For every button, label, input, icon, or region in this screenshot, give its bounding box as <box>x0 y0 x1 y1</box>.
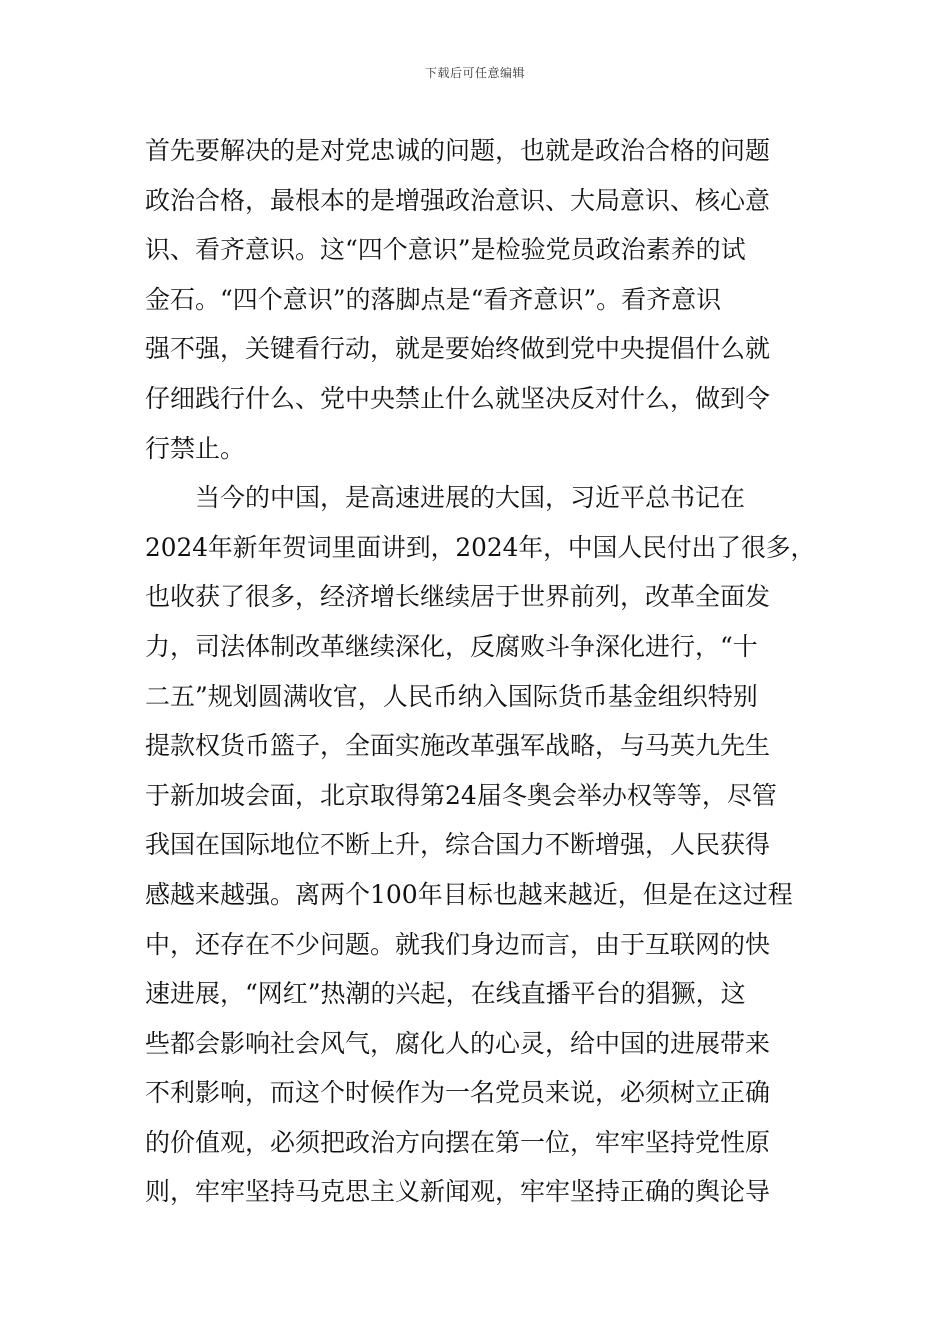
document-body <box>145 126 816 1217</box>
text-line: 强不强，关键看行动，就是要始终做到党中央提倡什么就 <box>145 334 771 364</box>
text-line: 不利影响，而这个时候作为一名党员来说，必须树立正确 <box>145 1078 771 1108</box>
text-line: 的价值观，必须把政治方向摆在第一位，牢牢坚持党性原 <box>145 1127 771 1157</box>
text-line: 二五”规划圆满收官，人民币纳入国际货币基金组织特别 <box>145 681 758 711</box>
text-line: 提款权货币篮子，全面实施改革强军战略，与马英九先生 <box>145 731 771 761</box>
text-line: 政治合格，最根本的是增强政治意识、大局意识、核心意 <box>145 185 771 215</box>
text-line: 我国在国际地位不断上升，综合国力不断增强，人民获得 <box>145 830 771 860</box>
text-line: 感越来越强。离两个100年目标也越来越近，但是在这过程 <box>145 879 793 909</box>
text-line: 中，还存在不少问题。就我们身边而言，由于互联网的快 <box>145 929 771 959</box>
text-line: 也收获了很多，经济增长继续居于世界前列，改革全面发 <box>145 582 771 612</box>
page-header-note: 下载后可任意编辑 <box>424 66 525 80</box>
text-line: 当今的中国，是高速进展的大国，习近平总书记在 <box>145 483 746 513</box>
text-line: 于新加坡会面，北京取得第24届冬奥会举办权等等，尽管 <box>145 780 777 810</box>
text-line: 首先要解决的是对党忠诚的问题，也就是政治合格的问题 <box>145 136 771 165</box>
text-line: 力，司法体制改革继续深化，反腐败斗争深化进行，“十 <box>145 631 758 661</box>
text-line: 识、看齐意识。这“四个意识”是检验党员政治素养的试 <box>145 235 746 265</box>
text-line: 行禁止。 <box>145 433 246 463</box>
text-line: 仔细践行什么、党中央禁止什么就坚决反对什么，做到令 <box>145 383 771 413</box>
text-line: 金石。“四个意识”的落脚点是“看齐意识”。看齐意识 <box>145 284 722 314</box>
text-line: 2024年新年贺词里面讲到，2024年，中国人民付出了很多， <box>145 532 816 562</box>
text-line: 些都会影响社会风气，腐化人的心灵，给中国的进展带来 <box>145 1028 771 1058</box>
text-line: 则，牢牢坚持马克思主义新闻观，牢牢坚持正确的舆论导 <box>145 1177 771 1207</box>
text-line: 速进展，“网红”热潮的兴起，在线直播平台的猖獗，这 <box>145 979 746 1009</box>
